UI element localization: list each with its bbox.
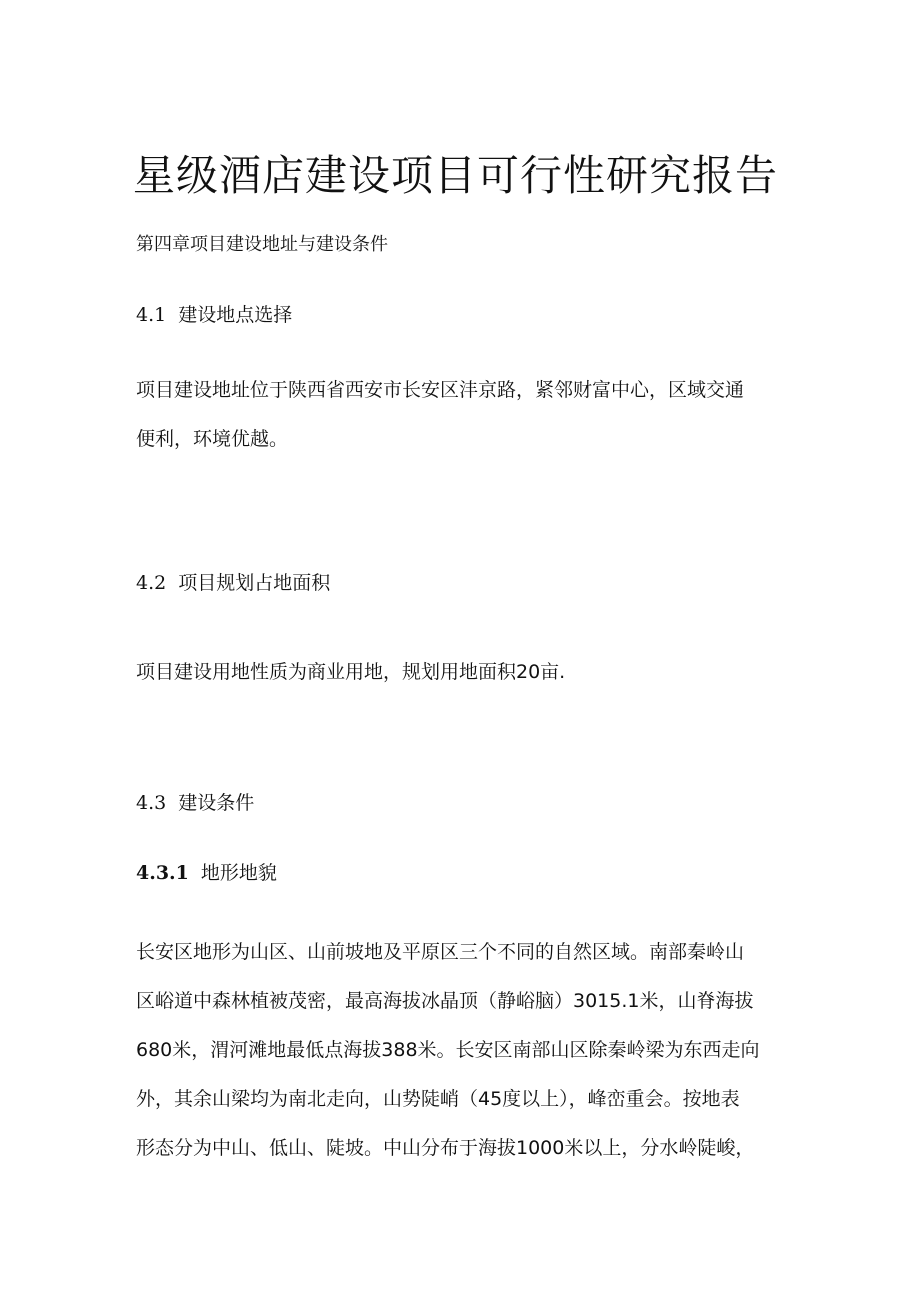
section-number: 4.2: [136, 572, 167, 594]
section-heading-4-2: [136, 569, 330, 597]
section-number: 4.3: [136, 792, 167, 814]
paragraph-line: 长安区地形为山区、山前坡地及平原区三个不同的自然区域。南部秦岭山: [136, 941, 745, 963]
paragraph-line: 项目建设地址位于陕西省西安市长安区沣京路，紧邻财富中心，区域交通: [136, 379, 745, 401]
paragraph-line: 项目建设用地性质为商业用地，规划用地面积20亩.: [136, 661, 566, 683]
section-4-2-paragraph: [136, 648, 786, 697]
section-title: 地形地貌: [200, 862, 277, 884]
document-title: 星级酒店建设项目可行性研究报告: [133, 151, 779, 200]
section-number: 4.3.1: [136, 862, 189, 884]
section-number: 4.1: [136, 304, 167, 326]
paragraph-line: 680米，渭河滩地最低点海拔388米。长安区南部山区除秦岭梁为东西走向: [136, 1039, 760, 1061]
section-heading-4-3-1: [136, 859, 277, 887]
paragraph-line: 形态分为中山、低山、陡坡。中山分布于海拔1000米以上，分水岭陡峻，: [136, 1137, 755, 1159]
section-title: 建设条件: [178, 792, 255, 814]
section-4-1-paragraph: [136, 366, 786, 464]
paragraph-line: 外，其余山梁均为南北走向，山势陡峭（45度以上），峰峦重会。按地表: [136, 1088, 740, 1110]
section-title: 建设地点选择: [178, 304, 293, 326]
section-title: 项目规划占地面积: [178, 572, 331, 594]
paragraph-line: 便利，环境优越。: [136, 428, 289, 450]
section-4-3-1-paragraph: [136, 928, 786, 1173]
chapter-heading: 第四章项目建设地址与建设条件: [136, 234, 388, 255]
section-heading-4-3: [136, 789, 254, 817]
section-heading-4-1: [136, 301, 292, 329]
paragraph-line: 区峪道中森林植被茂密，最高海拔冰晶顶（静峪脑）3015.1米，山脊海拔: [136, 990, 754, 1012]
